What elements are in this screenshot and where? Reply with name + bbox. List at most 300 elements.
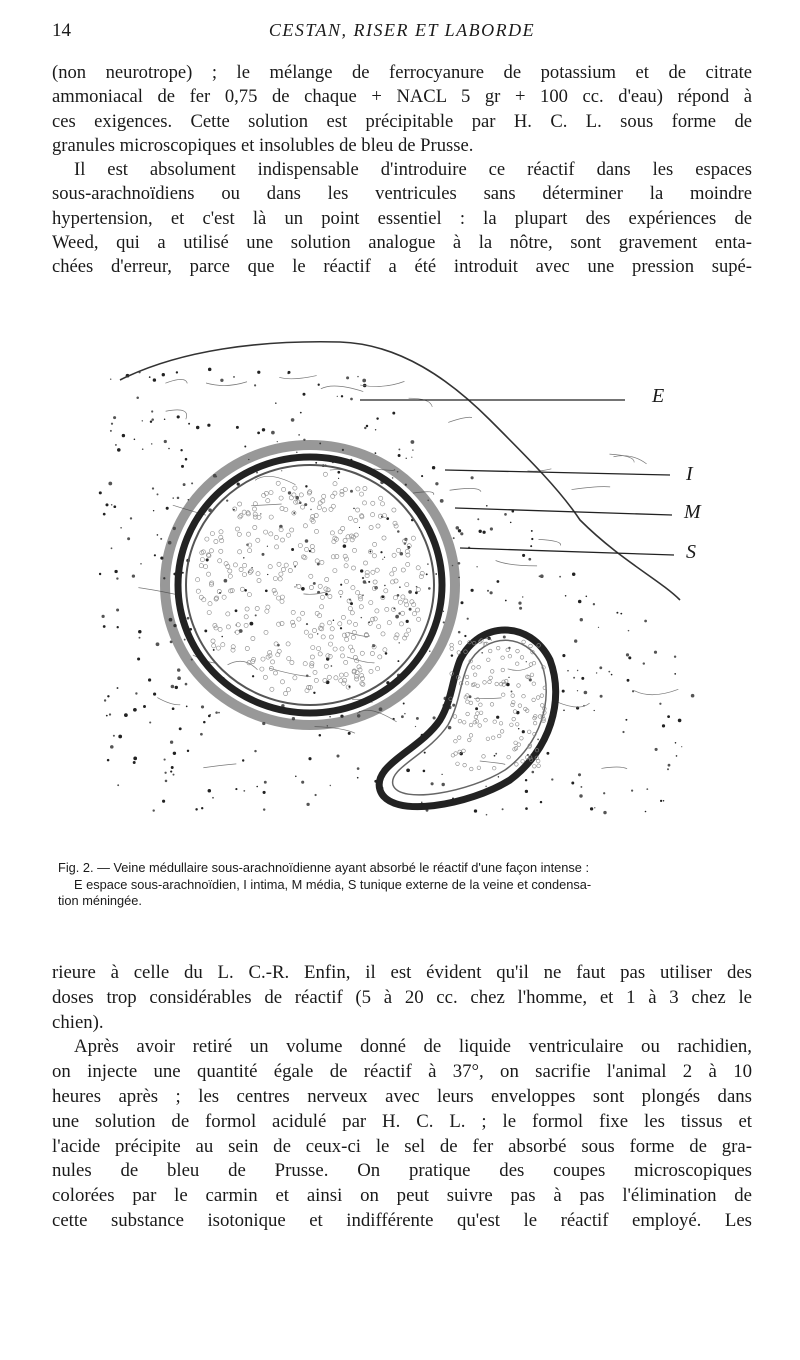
tissue-dot [456,526,460,530]
blood-cell [251,636,255,640]
tissue-dot [494,755,496,757]
tissue-dot [380,551,382,553]
tissue-dot [235,788,237,790]
tissue-dot [262,428,265,431]
label-i: I [686,463,693,485]
blood-cell [339,673,343,677]
tissue-dot [110,378,111,379]
leader-line-s [460,548,674,555]
blood-cell [382,514,386,518]
tissue-dot [313,692,315,694]
tissue-dot [111,504,113,506]
blood-cell [212,644,216,648]
blood-cell [330,531,334,535]
tissue-dot [384,557,385,558]
blood-cell [293,561,297,565]
blood-cell [518,704,522,708]
tissue-dot [628,656,631,659]
tissue-dot [173,497,174,498]
blood-cell [506,648,510,652]
tissue-dot [453,537,455,539]
tissue-dot [203,721,206,724]
blood-cell [405,583,409,587]
text-line: rieure à celle du L. C.-R. Enfin, il est évident qu'il ne faut pas utiliser des [52,962,752,983]
blood-cell [377,625,381,629]
blood-cell [371,513,375,517]
tissue-dot [236,426,239,429]
tissue-dot [368,581,370,583]
blood-cell [473,673,477,677]
tissue-dot [659,703,661,705]
blood-cell [309,585,313,589]
tissue-dot [421,475,423,477]
tissue-dot [392,412,395,415]
blood-cell [361,682,365,686]
tissue-dot [415,591,418,594]
tissue-dot [375,452,377,454]
blood-cell [265,609,269,613]
tissue-dot [149,721,151,723]
tissue-dot [631,790,633,792]
tissue-dot [598,627,599,628]
fiber-strand [251,504,281,506]
tissue-dot [599,666,602,669]
tissue-dot [164,440,167,443]
blood-cell [369,601,373,605]
tissue-dot [580,786,582,788]
tissue-dot [482,531,485,534]
tissue-dot [172,707,175,710]
tissue-dot [481,652,483,654]
blood-cell [210,532,214,536]
tissue-dot [531,538,533,540]
blood-cell [417,617,421,621]
blood-cell [463,763,467,767]
tissue-dot [300,412,302,414]
blood-cell [450,643,454,647]
tissue-dot [148,678,151,681]
tissue-dot [296,451,298,453]
blood-cell [226,612,230,616]
blood-cell [486,737,490,741]
tissue-dot [263,791,266,794]
tissue-dot [295,776,297,778]
tissue-dot [359,527,360,528]
tissue-dot [667,768,669,770]
blood-cell [465,681,469,685]
text-line: Après avoir retiré un volume donné de liquide ventriculaire ou rachidien, [74,1036,752,1058]
blood-cell [376,667,380,671]
tissue-dot [581,677,584,680]
blood-cell [532,698,536,702]
tissue-dot [584,691,588,695]
tissue-dot [415,726,416,727]
tissue-dot [337,396,338,397]
tissue-dot [432,466,435,469]
tissue-dot [138,630,141,633]
tissue-dot [590,807,593,810]
tissue-dot [416,586,418,588]
blood-cell [465,675,469,679]
fiber-strand [321,386,363,392]
tissue-dot [343,544,347,548]
blood-cell [301,611,305,615]
tissue-dot [525,790,528,793]
tissue-dot [506,683,510,687]
blood-cell [520,737,524,741]
tissue-dot [580,618,583,621]
blood-cell [239,567,243,571]
tissue-dot [577,670,578,671]
blood-cell [510,723,514,727]
tissue-dot [398,454,401,457]
blood-cell [314,678,318,682]
tissue-dot [525,807,528,810]
tissue-dot [164,772,166,774]
blood-cell [383,648,387,652]
tissue-dot [173,774,175,776]
blood-cell [286,533,290,537]
tissue-dot [319,734,322,737]
caption-line: tion méningée. [58,893,142,908]
text-line: ces exigences. Cette solution est précipitable par H. C. L. sous forme de [52,110,752,132]
blood-cell [392,567,396,571]
tissue-dot [357,767,360,770]
tissue-dot [254,384,256,386]
tissue-dot [346,376,349,379]
blood-cell [474,715,478,719]
tissue-dot [188,423,190,425]
blood-cell [309,634,313,638]
blood-cell [276,596,280,600]
blood-cell [207,611,211,615]
tissue-dot [603,811,606,814]
figure-caption [58,860,758,910]
top-paragraph [52,61,752,280]
tissue-dot [375,429,376,430]
blood-cell [233,563,237,567]
blood-cell [280,595,284,599]
tissue-dot [135,692,137,694]
tissue-dot [495,753,497,755]
blood-cell [404,599,408,603]
blood-cell [512,717,516,721]
blood-cell [333,569,337,573]
tissue-dot [530,545,532,547]
tissue-dot [357,777,359,779]
tissue-dot [376,417,378,419]
tissue-dot [586,596,588,598]
blood-cell [226,625,230,629]
tissue-dot [157,493,159,495]
blood-cell [540,694,544,698]
blood-cell [488,680,492,684]
tissue-dot [263,808,265,810]
blood-cell [488,649,492,653]
tissue-dot [177,668,180,671]
blood-cell [333,491,337,495]
blood-cell [273,591,277,595]
tissue-dot [567,670,569,672]
tissue-dot [616,612,618,614]
tissue-dot [255,614,257,616]
blood-cell [310,544,314,548]
blood-cell [331,504,335,508]
tissue-dot [165,780,168,783]
label-s: S [686,541,696,563]
blood-cell [269,491,273,495]
blood-cell [477,766,481,770]
blood-cell [343,678,347,682]
blood-cell [458,641,462,645]
blood-cell [360,651,364,655]
tissue-dot [464,635,466,637]
blood-cell [309,574,313,578]
fiber-strand [165,379,187,383]
blood-cell [274,535,278,539]
tissue-dot [164,419,166,421]
tissue-dot [103,513,106,516]
tissue-dot [412,449,413,450]
tissue-dot [503,636,506,639]
tissue-dot [306,803,309,806]
blood-cell [279,496,283,500]
fiber-strand [508,666,532,670]
blood-cell [208,602,212,606]
blood-cell [401,611,405,615]
blood-cell [360,674,364,678]
tissue-dot [250,622,254,626]
blood-cell [356,487,360,491]
blood-cell [511,694,515,698]
blood-cell [379,496,383,500]
tissue-dot [164,759,166,761]
tissue-dot [681,746,682,747]
tissue-dot [185,458,188,461]
tissue-dot [627,679,630,682]
blood-cell [454,752,458,756]
blood-cell [350,538,354,542]
blood-cell [333,647,337,651]
blood-cell [411,536,415,540]
tissue-dot [519,607,522,610]
tissue-dot [340,627,342,629]
blood-cell [347,599,351,603]
tissue-dot [655,748,658,751]
blood-cell [268,565,272,569]
blood-cell [211,639,215,643]
tissue-dot [674,673,676,675]
fiber-strand [138,588,179,596]
tissue-dot [479,530,482,533]
blood-cell [457,651,461,655]
leader-line-m [455,508,672,515]
tissue-dot [486,814,488,816]
tissue-dot [341,395,343,397]
tissue-dot [173,752,176,755]
tissue-dot [288,491,291,494]
tissue-dot [399,586,401,588]
blood-cell [469,701,473,705]
tissue-dot [508,677,509,678]
blood-cell [375,568,379,572]
blood-cell [340,654,344,658]
tissue-dot [386,517,389,520]
tissue-dot [579,794,582,797]
blood-cell [362,501,366,505]
tissue-dot [170,771,172,773]
tissue-dot [518,601,521,604]
tissue-dot [254,750,256,752]
blood-cell [311,549,315,553]
large-vein-media [178,457,442,713]
blood-cell [354,674,358,678]
tissue-dot [603,792,605,794]
tissue-dot [204,629,207,632]
blood-cell [282,487,286,491]
blood-cell [495,682,499,686]
tissue-dot [99,573,101,575]
running-head: CESTAN, RISER ET LABORDE [268,20,536,40]
tissue-dot [113,416,116,419]
blood-cell [462,721,466,725]
tissue-dot [156,642,160,646]
tissue-dot [180,449,182,451]
blood-cell [328,642,332,646]
tissue-dot [267,574,268,575]
text-line: Weed, qui a utilisé une solution analogue à la nôtre, sont gravement enta- [52,232,752,254]
blood-cell [310,655,314,659]
caption-line: Fig. 2. — Veine médullaire sous-arachnoïdienne ayant absorbé le réactif d'une façon intense : [58,860,589,875]
tissue-dot [397,660,399,662]
blood-cell [239,514,243,518]
tissue-dot [244,446,246,448]
tissue-dot [107,695,109,697]
tissue-dot [151,418,154,421]
fiber-strand [634,689,678,694]
tissue-dot [142,448,144,450]
blood-cell [205,537,209,541]
tissue-dot [130,517,132,519]
blood-cell [401,568,405,572]
tissue-dot [208,715,211,718]
tissue-dot [385,652,388,655]
tissue-dot [243,557,244,558]
tissue-dot [122,434,125,437]
blood-cell [311,498,315,502]
tissue-dot [133,757,137,761]
tissue-dot [428,587,431,590]
blood-cell [351,586,355,590]
tissue-dot [571,782,574,785]
blood-cell [286,688,290,692]
tissue-dot [118,735,122,739]
tissue-dot [366,425,368,427]
blood-cell [240,587,244,591]
tissue-dot [171,766,174,769]
tissue-dot [140,563,142,565]
tissue-dot [330,785,331,786]
text-line: heures après ; les centres nerveux avec leurs enveloppes sont plongés dans [52,1085,752,1107]
blood-cell [290,528,294,532]
tissue-dot [191,482,193,484]
blood-cell [233,507,237,511]
tissue-dot [294,566,296,568]
blood-cell [457,736,461,740]
blood-cell [354,518,358,522]
fiber-strand [347,657,375,663]
small-vein-wall [379,630,556,807]
fiber-strand [203,764,236,768]
tissue-dot [157,534,159,536]
tissue-dot [411,440,415,444]
text-line: une solution de formol acidulé par H. C. L. ; le formol fixe les tissus et [52,1110,752,1132]
blood-cell [398,600,402,604]
blood-cell [489,676,493,680]
tissue-dot [288,371,291,374]
tissue-dot [186,706,188,708]
tissue-dot [471,476,474,479]
blood-cell [372,554,376,558]
blood-cell [264,530,268,534]
blood-cell [396,548,400,552]
blood-cell [270,687,274,691]
tissue-dot [200,733,203,736]
tissue-dot [403,703,405,705]
tissue-dot [107,759,110,762]
blood-cell [373,542,377,546]
blood-cell [339,590,343,594]
tissue-dot [264,781,267,784]
tissue-dot [458,631,461,634]
tissue-dot [139,637,141,639]
tissue-dot [151,410,153,412]
tissue-dot [399,642,400,643]
blood-cell [533,721,537,725]
tissue-dot [187,617,190,620]
fiber-strand [538,539,560,545]
blood-cell [470,767,474,771]
blood-cell [350,611,354,615]
blood-cell [245,607,249,611]
tissue-dot [643,662,645,664]
tissue-dot [395,615,399,619]
blood-cell [284,563,288,567]
blood-cell [286,642,290,646]
blood-cell [376,524,380,528]
blood-cell [216,646,220,650]
tissue-dot [152,487,154,489]
tissue-dot [384,585,385,586]
blood-cell [266,499,270,503]
blood-cell [390,572,394,576]
blood-cell [244,623,248,627]
blood-cell [247,593,251,597]
blood-cell [273,671,277,675]
blood-cell [341,615,345,619]
tissue-dot [353,508,355,510]
blood-cell [352,548,356,552]
blood-cell [297,584,301,588]
tissue-dot [175,686,178,689]
blood-cell [412,612,416,616]
blood-cell [472,666,476,670]
tissue-dot [531,530,533,532]
tissue-dot [563,710,565,712]
tissue-dot [382,559,383,560]
tissue-dot [522,596,523,597]
tissue-dot [364,427,366,429]
